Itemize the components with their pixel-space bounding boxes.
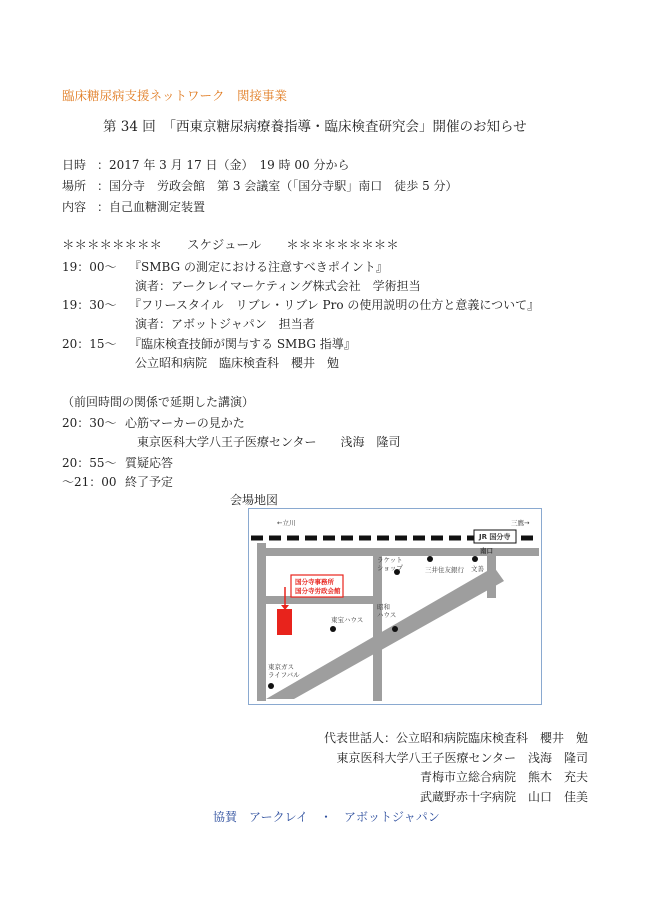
info-content-value: ：自己血糖測定装置 — [97, 200, 206, 214]
mitaka-label: 三鷹→ — [511, 519, 530, 527]
showa-dot — [392, 626, 398, 632]
schedule-title-1: 『SMBG の測定における注意すべきポイント』 — [129, 260, 388, 274]
mitsui-dot — [427, 556, 433, 562]
info-place-label: 場所 — [62, 179, 87, 193]
contact-1: 代表世話人：公立昭和病院臨床検査科 櫻井 勉 — [323, 731, 588, 745]
south-exit-label: 南口 — [480, 547, 493, 555]
schedule-note: （前回時間の関係で延期した講演） — [62, 395, 255, 409]
contact-3: 青梅市立総合病院 熊木 充夫 — [419, 770, 588, 784]
info-content-label: 内容 — [62, 200, 87, 214]
bunkyo-label: 文善 — [471, 565, 484, 573]
venue-building — [277, 609, 292, 635]
extra-time-2: 20：55～ — [62, 456, 117, 470]
toho-dot — [330, 626, 336, 632]
venue-map — [248, 508, 542, 705]
extra-title-3: 終了予定 — [125, 475, 174, 489]
mitsui-label: 三井住友銀行 — [425, 566, 464, 574]
info-date-label: 日時 — [62, 158, 87, 172]
station-label: JR 国分寺 — [479, 533, 511, 541]
road-center — [373, 556, 382, 701]
schedule-speaker-3: 公立昭和病院 臨床検査科 櫻井 勉 — [135, 356, 340, 370]
road-east — [487, 548, 496, 598]
info-place-value: ：国分寺 労政会館 第 3 会議室（「国分寺駅」南口 徒歩 5 分） — [97, 179, 458, 193]
tachikawa-label: ←立川 — [277, 519, 296, 527]
schedule-time-2: 19：30～ — [62, 298, 117, 312]
schedule-time-1: 19：00～ — [62, 260, 117, 274]
map-drawing — [249, 509, 541, 704]
contact-2: 東京医科大学八王子医療センター 浅海 隆司 — [336, 751, 588, 765]
page-title: 第 34 回 「西東京糖尿病療養指導・臨床検査研究会」開催のお知らせ — [103, 119, 527, 135]
sponsor-line: 協賛 アークレイ ・ アボットジャパン — [213, 810, 440, 824]
organization-name: 臨床糖尿病支援ネットワーク 関接事業 — [62, 88, 288, 103]
extra-speaker-1: 東京医科大学八王子医療センター 浅海 隆司 — [137, 435, 401, 449]
schedule-speaker-2: 演者：アボットジャパン 担当者 — [135, 317, 315, 331]
extra-title-2: 質疑応答 — [125, 456, 174, 470]
rocket-label-1: ラケット — [377, 556, 403, 564]
bunkyo-dot — [472, 556, 478, 562]
info-date-value: ：2017 年 3 月 17 日（金） 19 時 00 分から — [97, 158, 350, 172]
road-north — [257, 548, 539, 556]
extra-time-1: 20：30～ — [62, 416, 117, 430]
venue-label-1: 国分寺事務所 — [295, 578, 334, 586]
schedule-banner: ＊＊＊＊＊＊＊＊ スケジュール ＊＊＊＊＊＊＊＊＊ — [62, 237, 399, 252]
rocket-label-2: ショップ — [377, 564, 403, 572]
schedule-title-3: 『臨床検査技師が関与する SMBG 指導』 — [129, 337, 356, 351]
contact-4: 武蔵野赤十字病院 山口 佳美 — [419, 790, 588, 804]
showa-label-2: ハウス — [377, 611, 397, 619]
showa-label-1: 昭和 — [377, 603, 390, 611]
extra-title-1: 心筋マーカーの見かた — [125, 416, 245, 430]
schedule-time-3: 20：15～ — [62, 337, 117, 351]
gas-label-1: 東京ガス — [268, 663, 294, 671]
gas-dot — [268, 683, 274, 689]
gas-label-2: ライフバル — [268, 671, 300, 679]
schedule-title-2: 『フリースタイル リブレ・リブレ Pro の使用説明の仕方と意義について』 — [129, 298, 540, 312]
venue-label-2: 国分寺労政会館 — [295, 587, 341, 595]
schedule-speaker-1: 演者：アークレイマーケティング株式会社 学術担当 — [135, 279, 421, 293]
toho-label: 東宝ハウス — [331, 616, 364, 624]
map-caption: 会場地図 — [230, 493, 279, 507]
road-west — [257, 543, 266, 701]
extra-time-3: ～21：00 — [62, 475, 117, 489]
